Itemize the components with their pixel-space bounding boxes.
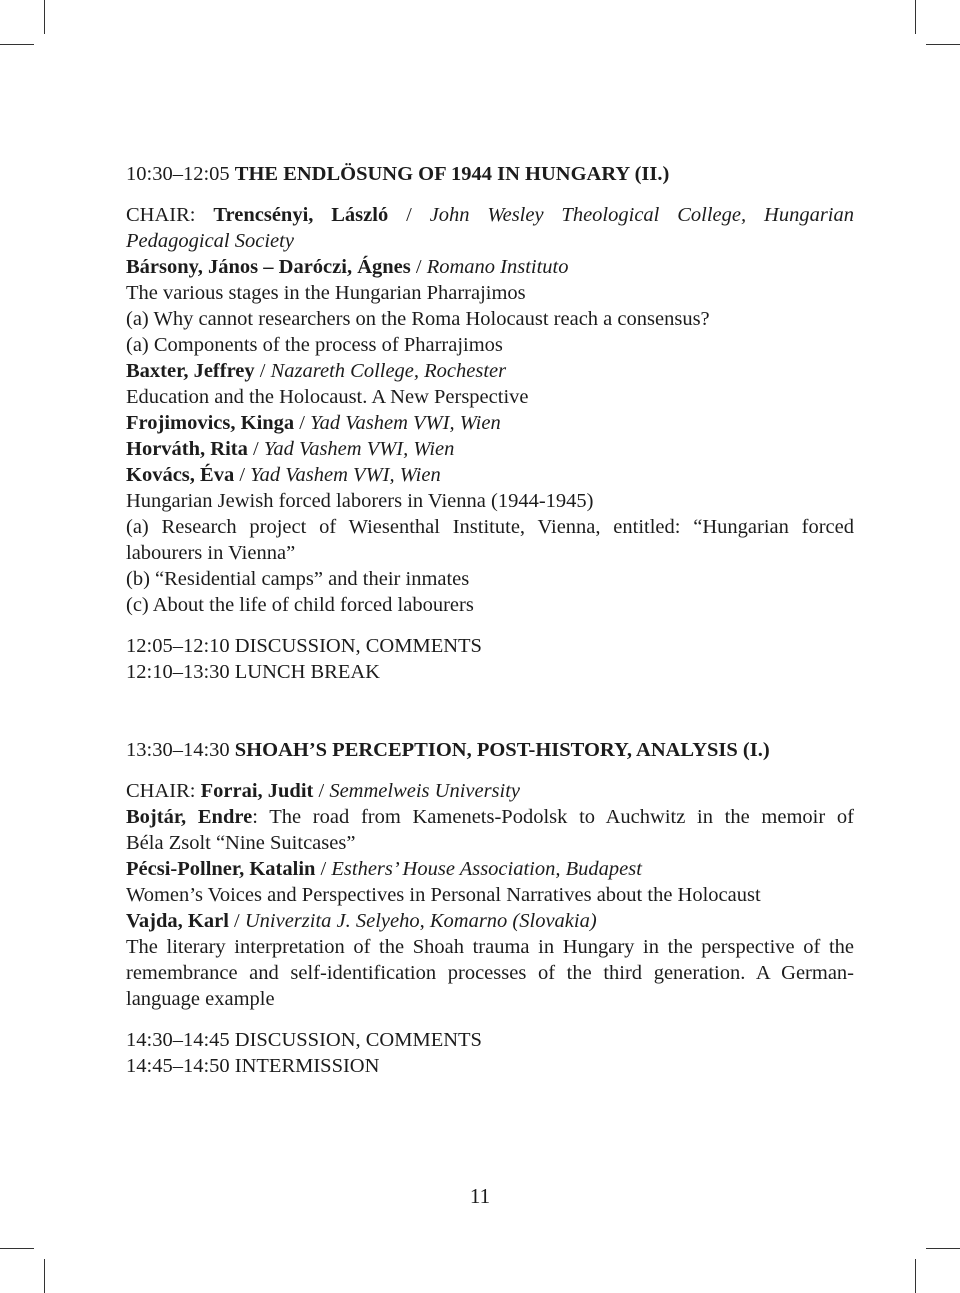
- talk-title-cont: language example: [126, 988, 275, 1010]
- talk-subtitle-cont: labourers in Vienna”: [126, 542, 296, 564]
- presenter-line: [126, 908, 854, 934]
- presenter-affiliation: Yad Vashem VWI, Wien: [250, 464, 441, 486]
- presenter-line: [126, 856, 854, 882]
- chair-name: Forrai, Judit: [200, 780, 314, 802]
- chair-affiliation: John Wesley Theological College, Hungarian: [429, 204, 854, 226]
- presenter-affiliation: Yad Vashem VWI, Wien: [263, 438, 455, 460]
- presenter-line: [126, 462, 854, 488]
- session-title: THE ENDLÖSUNG OF 1944 IN HUNGARY (II.): [234, 163, 670, 185]
- separator: /: [313, 780, 330, 802]
- presenter-affiliation: Nazareth College, Rochester: [270, 360, 507, 382]
- presenter-name: Pécsi-Pollner, Katalin: [126, 858, 316, 880]
- chair-name: Trencsényi, László: [213, 204, 389, 226]
- presenter-name: Frojimovics, Kinga: [126, 412, 295, 434]
- separator: /: [228, 910, 245, 932]
- presenter-line: [126, 358, 854, 384]
- separator: /: [247, 438, 264, 460]
- session-time: 10:30–12:05: [126, 163, 230, 185]
- lunch-break-slot: 12:10–13:30 LUNCH BREAK: [126, 661, 380, 683]
- page-number: 11: [469, 1184, 491, 1208]
- separator: /: [315, 858, 332, 880]
- presenter-name: Horváth, Rita: [126, 438, 248, 460]
- talk-title-cont: remembrance and self-identification processes of the third generation. A German-: [126, 962, 854, 984]
- talk-title-cont: Béla Zsolt “Nine Suitcases”: [126, 832, 356, 854]
- spacer: [126, 618, 854, 633]
- presenter-affiliation: Univerzita J. Selyeho, Komarno (Slovakia): [244, 910, 597, 932]
- crop-mark-bottom-right: [915, 1259, 916, 1293]
- presenter-name: Vajda, Karl: [126, 910, 229, 932]
- talk-subtitle: (b) “Residential camps” and their inmates: [126, 568, 470, 590]
- talk-subtitle: (a) Why cannot researchers on the Roma Holocaust reach a consensus?: [126, 308, 710, 330]
- crop-mark-top-right-h: [926, 44, 960, 45]
- discussion-slot: 14:30–14:45 DISCUSSION, COMMENTS: [126, 1029, 482, 1051]
- chair-line: [126, 202, 854, 228]
- presenter-name: Kovács, Éva: [126, 464, 235, 486]
- talk-title: Education and the Holocaust. A New Perspective: [126, 386, 529, 408]
- separator: /: [294, 412, 311, 434]
- presenter-affiliation: Yad Vashem VWI, Wien: [310, 412, 501, 434]
- session-title: SHOAH’S PERCEPTION, POST-HISTORY, ANALYSIS (I.): [234, 739, 770, 761]
- talk-title: The literary interpretation of the Shoah trauma in Hungary in the perspective of the: [126, 936, 854, 958]
- intermission-slot: 14:45–14:50 INTERMISSION: [126, 1055, 380, 1077]
- presenter-line: [126, 410, 854, 436]
- session-heading: [126, 737, 854, 763]
- presenter-line: [126, 254, 854, 280]
- presenter-line: [126, 436, 854, 462]
- chair-line: [126, 778, 854, 804]
- presenter-name: Bojtár, Endre: [126, 806, 253, 828]
- presenter-affiliation: Romano Instituto: [426, 256, 569, 278]
- talk-subtitle: (c) About the life of child forced labourers: [126, 594, 474, 616]
- separator: /: [410, 256, 427, 278]
- separator: /: [388, 204, 430, 226]
- crop-mark-top-left-h: [0, 44, 34, 45]
- chair-label: CHAIR:: [126, 780, 196, 802]
- talk-title: : The road from Kamenets-Podolsk to Auchwitz in the memoir of: [252, 806, 854, 828]
- presenter-name: Baxter, Jeffrey: [126, 360, 255, 382]
- crop-mark-bottom-left-h: [0, 1248, 34, 1249]
- presenter-affiliation: Esthers’ House Association, Budapest: [331, 858, 642, 880]
- program-page-content: [126, 161, 854, 1079]
- session-time: 13:30–14:30: [126, 739, 230, 761]
- talk-title: Hungarian Jewish forced laborers in Vienna (1944-1945): [126, 490, 594, 512]
- presenter-line: [126, 804, 854, 830]
- chair-affiliation: Semmelweis University: [329, 780, 521, 802]
- crop-mark-top-left: [44, 0, 45, 34]
- crop-mark-top-right: [915, 0, 916, 34]
- crop-mark-bottom-right-h: [926, 1248, 960, 1249]
- chair-label: CHAIR:: [126, 204, 196, 226]
- spacer: [126, 763, 854, 778]
- chair-affiliation-cont: Pedagogical Society: [126, 230, 294, 252]
- talk-title: The various stages in the Hungarian Pharrajimos: [126, 282, 526, 304]
- talk-subtitle: (a) Components of the process of Pharrajimos: [126, 334, 503, 356]
- spacer: [126, 1012, 854, 1027]
- spacer: [126, 685, 854, 737]
- spacer: [126, 187, 854, 202]
- talk-subtitle: (a) Research project of Wiesenthal Institute, Vienna, entitled: “Hungarian forced: [126, 516, 854, 538]
- discussion-slot: 12:05–12:10 DISCUSSION, COMMENTS: [126, 635, 482, 657]
- separator: /: [234, 464, 251, 486]
- crop-mark-bottom-left: [44, 1259, 45, 1293]
- talk-title: Women’s Voices and Perspectives in Personal Narratives about the Holocaust: [126, 884, 761, 906]
- separator: /: [254, 360, 271, 382]
- presenter-name: Bársony, János – Daróczi, Ágnes: [126, 256, 411, 278]
- session-heading: [126, 161, 854, 187]
